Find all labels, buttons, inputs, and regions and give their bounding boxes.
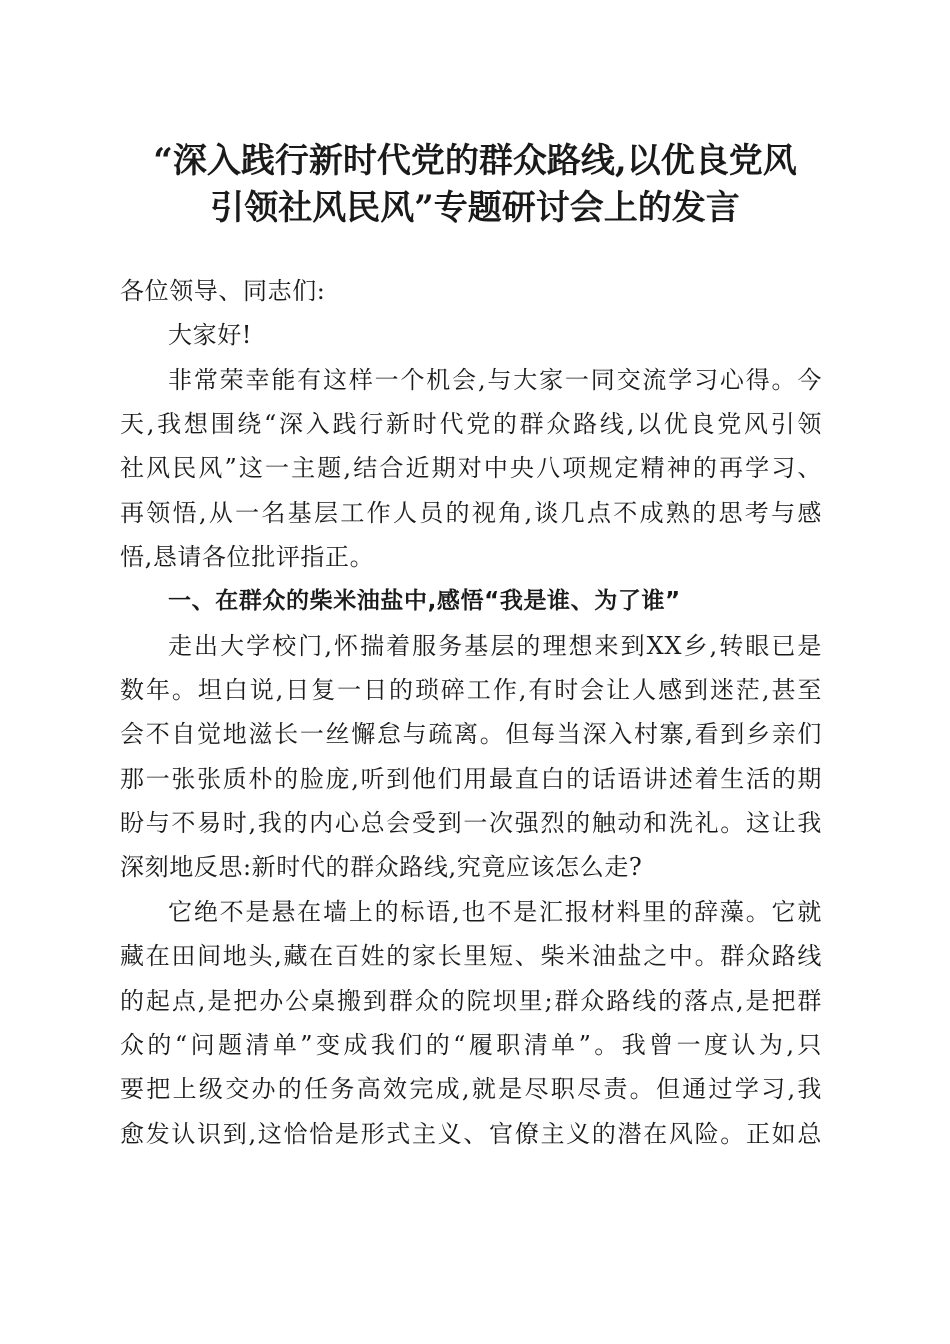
paragraph-2-line: 会不自觉地滋长一丝懈怠与疏离。但每当深入村寨,看到乡亲们 — [120, 720, 822, 749]
paragraph-3-line: 它绝不是悬在墙上的标语,也不是汇报材料里的辞藻。它就 — [168, 897, 822, 926]
paragraph-1-line: 天,我想围绕“深入践行新时代党的群众路线,以优良党风引领 — [120, 410, 822, 439]
paragraph-1-line: 非常荣幸能有这样一个机会,与大家一同交流学习心得。今 — [168, 365, 822, 394]
document-title-line-2: 引领社风民风”专题研讨会上的发言 — [210, 188, 740, 228]
paragraph-1-line: 社风民风”这一主题,结合近期对中央八项规定精神的再学习、 — [120, 454, 822, 483]
section-1-heading: 一、在群众的柴米油盐中,感悟“我是谁、为了谁” — [168, 588, 681, 615]
greeting: 大家好! — [168, 321, 253, 350]
paragraph-3-line: 要把上级交办的任务高效完成,就是尽职尽责。但通过学习,我 — [120, 1075, 822, 1104]
salutation: 各位领导、同志们: — [120, 277, 326, 305]
paragraph-1-line: 再领悟,从一名基层工作人员的视角,谈几点不成熟的思考与感 — [120, 498, 822, 527]
paragraph-1-line: 悟,恳请各位批评指正。 — [120, 543, 375, 572]
paragraph-2-line: 数年。坦白说,日复一日的琐碎工作,有时会让人感到迷茫,甚至 — [120, 676, 822, 705]
paragraph-3-line: 愈发认识到,这恰恰是形式主义、官僚主义的潜在风险。正如总 — [120, 1119, 822, 1148]
document-body — [120, 269, 822, 1156]
paragraph-2-line: 盼与不易时,我的内心总会受到一次强烈的触动和洗礼。这让我 — [120, 809, 822, 838]
paragraph-2-line: 走出大学校门,怀揣着服务基层的理想来到XX乡,转眼已是 — [168, 631, 822, 660]
paragraph-3-line: 众的“问题清单”变成我们的“履职清单”。我曾一度认为,只 — [120, 1030, 822, 1059]
paragraph-2-line: 那一张张质朴的脸庞,听到他们用最直白的话语讲述着生活的期 — [120, 764, 822, 793]
document-title-line-1: “深入践行新时代党的群众路线,以优良党风 — [153, 141, 797, 181]
paragraph-2-line: 深刻地反思:新时代的群众路线,究竟应该怎么走? — [120, 853, 643, 882]
paragraph-3-line: 藏在田间地头,藏在百姓的家长里短、柴米油盐之中。群众路线 — [120, 942, 822, 971]
paragraph-3-line: 的起点,是把办公桌搬到群众的院坝里;群众路线的落点,是把群 — [120, 986, 822, 1015]
